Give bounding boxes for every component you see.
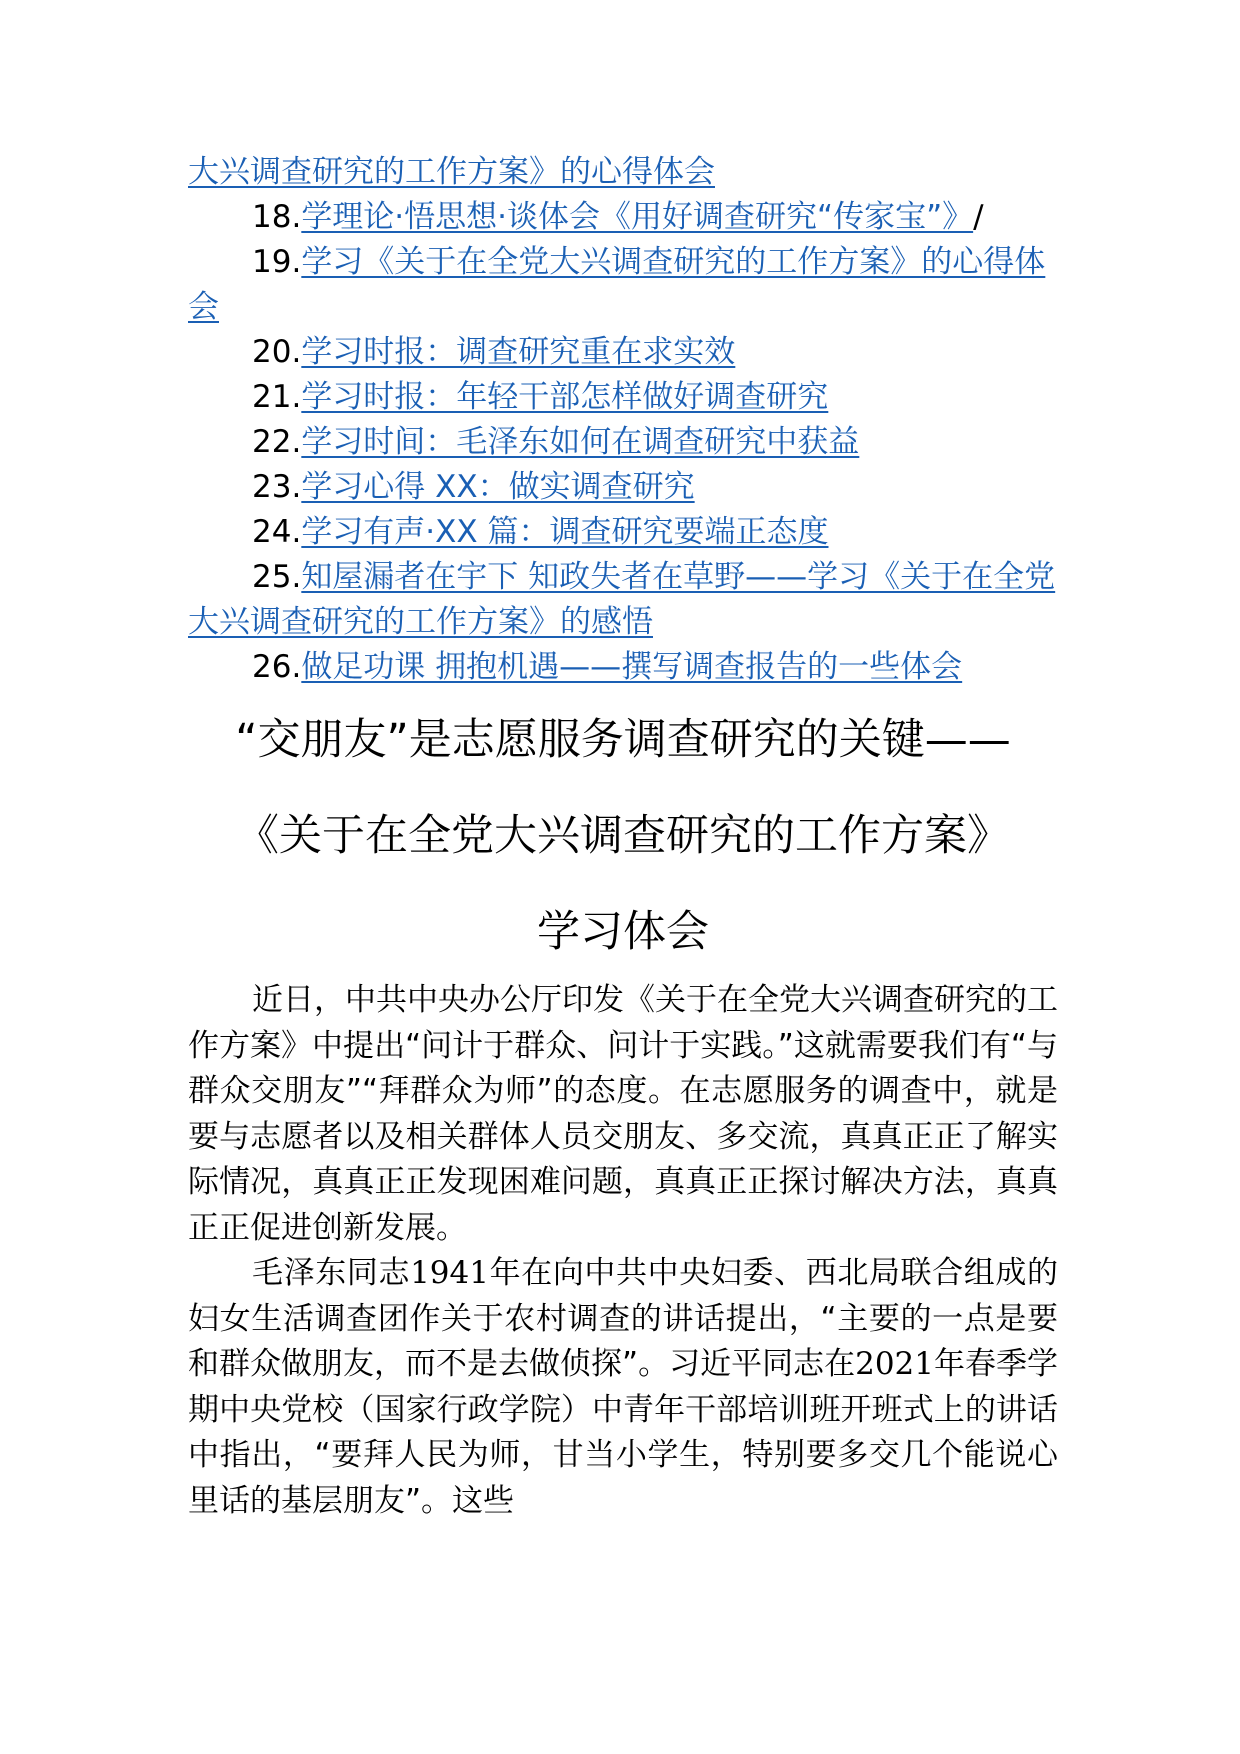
toc-item-suffix: / <box>973 199 984 235</box>
paragraph-2-text-b: 年在向中共中央妇委、西北局联合组成的妇女生活调查团作关于农村调查的讲话提出，“主要的一点是要和群众做朋友，而不是去做侦探”。习近平同志在 <box>188 1255 1059 1382</box>
toc-item <box>188 240 1058 330</box>
toc-item-link[interactable]: 学习《关于在全党大兴调查研究的工作方案》的心得体会 <box>188 244 1046 325</box>
toc-item-number: 24. <box>252 514 302 550</box>
toc-item-number: 22. <box>252 424 302 460</box>
article-title-line-3: 学习体会 <box>537 907 709 957</box>
toc-item-link[interactable]: 学习时报：年轻干部怎样做好调查研究 <box>301 379 829 415</box>
toc-item <box>188 555 1058 645</box>
toc-continued-line <box>188 150 1058 195</box>
toc-item-link[interactable]: 学习时间：毛泽东如何在调查研究中获益 <box>301 424 860 460</box>
article-paragraph-1: 近日，中共中央办公厅印发《关于在全党大兴调查研究的工作方案》中提出“问计于群众、问计于实践。”这就需要我们有“与群众交朋友”“拜群众为师”的态度。在志愿服务的调查中，就是要与志愿者以及相关群体人员交朋友、多交流，真真正正了解实际情况，真真正正发现困难问题，真真正正探讨解决方法，真真正正促进创新发展。 <box>188 982 1058 1246</box>
toc-item-number: 23. <box>252 469 302 505</box>
toc-item-number: 20. <box>252 334 302 370</box>
document-page <box>188 150 1058 1524</box>
paragraph-2-text-a: 毛泽东同志 <box>252 1255 411 1291</box>
toc-link-17-continued[interactable]: 大兴调查研究的工作方案》的心得体会 <box>188 154 715 190</box>
toc-list <box>188 195 1058 690</box>
toc-item <box>188 375 1058 420</box>
toc-item-number: 26. <box>252 649 302 685</box>
toc-item <box>188 510 1058 555</box>
toc-item-link[interactable]: 学理论·悟思想·谈体会《用好调查研究“传家宝”》 <box>301 199 974 235</box>
article-title-line-2: 《关于在全党大兴调查研究的工作方案》 <box>236 811 1010 861</box>
toc-item-link[interactable]: 做足功课 拥抱机遇——撰写调查报告的一些体会 <box>301 649 963 685</box>
toc-item-number: 21. <box>252 379 302 415</box>
article-paragraph-2 <box>188 1251 1058 1524</box>
paragraph-2-year-2021: 2021 <box>855 1346 934 1382</box>
toc-item <box>188 195 1058 240</box>
toc-item-link[interactable]: 学习心得 XX：做实调查研究 <box>301 469 695 505</box>
article-title-line-1: “交朋友”是志愿服务调查研究的关键—— <box>235 715 1011 765</box>
toc-item-number: 18. <box>252 199 302 235</box>
toc-item <box>188 420 1058 465</box>
paragraph-2-year-1941: 1941 <box>410 1255 489 1291</box>
toc-item <box>188 330 1058 375</box>
toc-item-link[interactable]: 学习时报：调查研究重在求实效 <box>301 334 736 370</box>
toc-item <box>188 645 1058 690</box>
toc-item-number: 19. <box>252 244 302 280</box>
paragraph-2-text-c: 年春季学期中央党校（国家行政学院）中青年干部培训班开班式上的讲话中指出，“要拜人民为师，甘当小学生，特别要多交几个能说心里话的基层朋友”。这些 <box>188 1346 1059 1519</box>
toc-item <box>188 465 1058 510</box>
toc-item-link[interactable]: 知屋漏者在宇下 知政失者在草野——学习《关于在全党大兴调查研究的工作方案》的感悟 <box>188 559 1056 640</box>
toc-item-number: 25. <box>252 559 302 595</box>
toc-item-link[interactable]: 学习有声·XX 篇：调查研究要端正态度 <box>301 514 829 550</box>
